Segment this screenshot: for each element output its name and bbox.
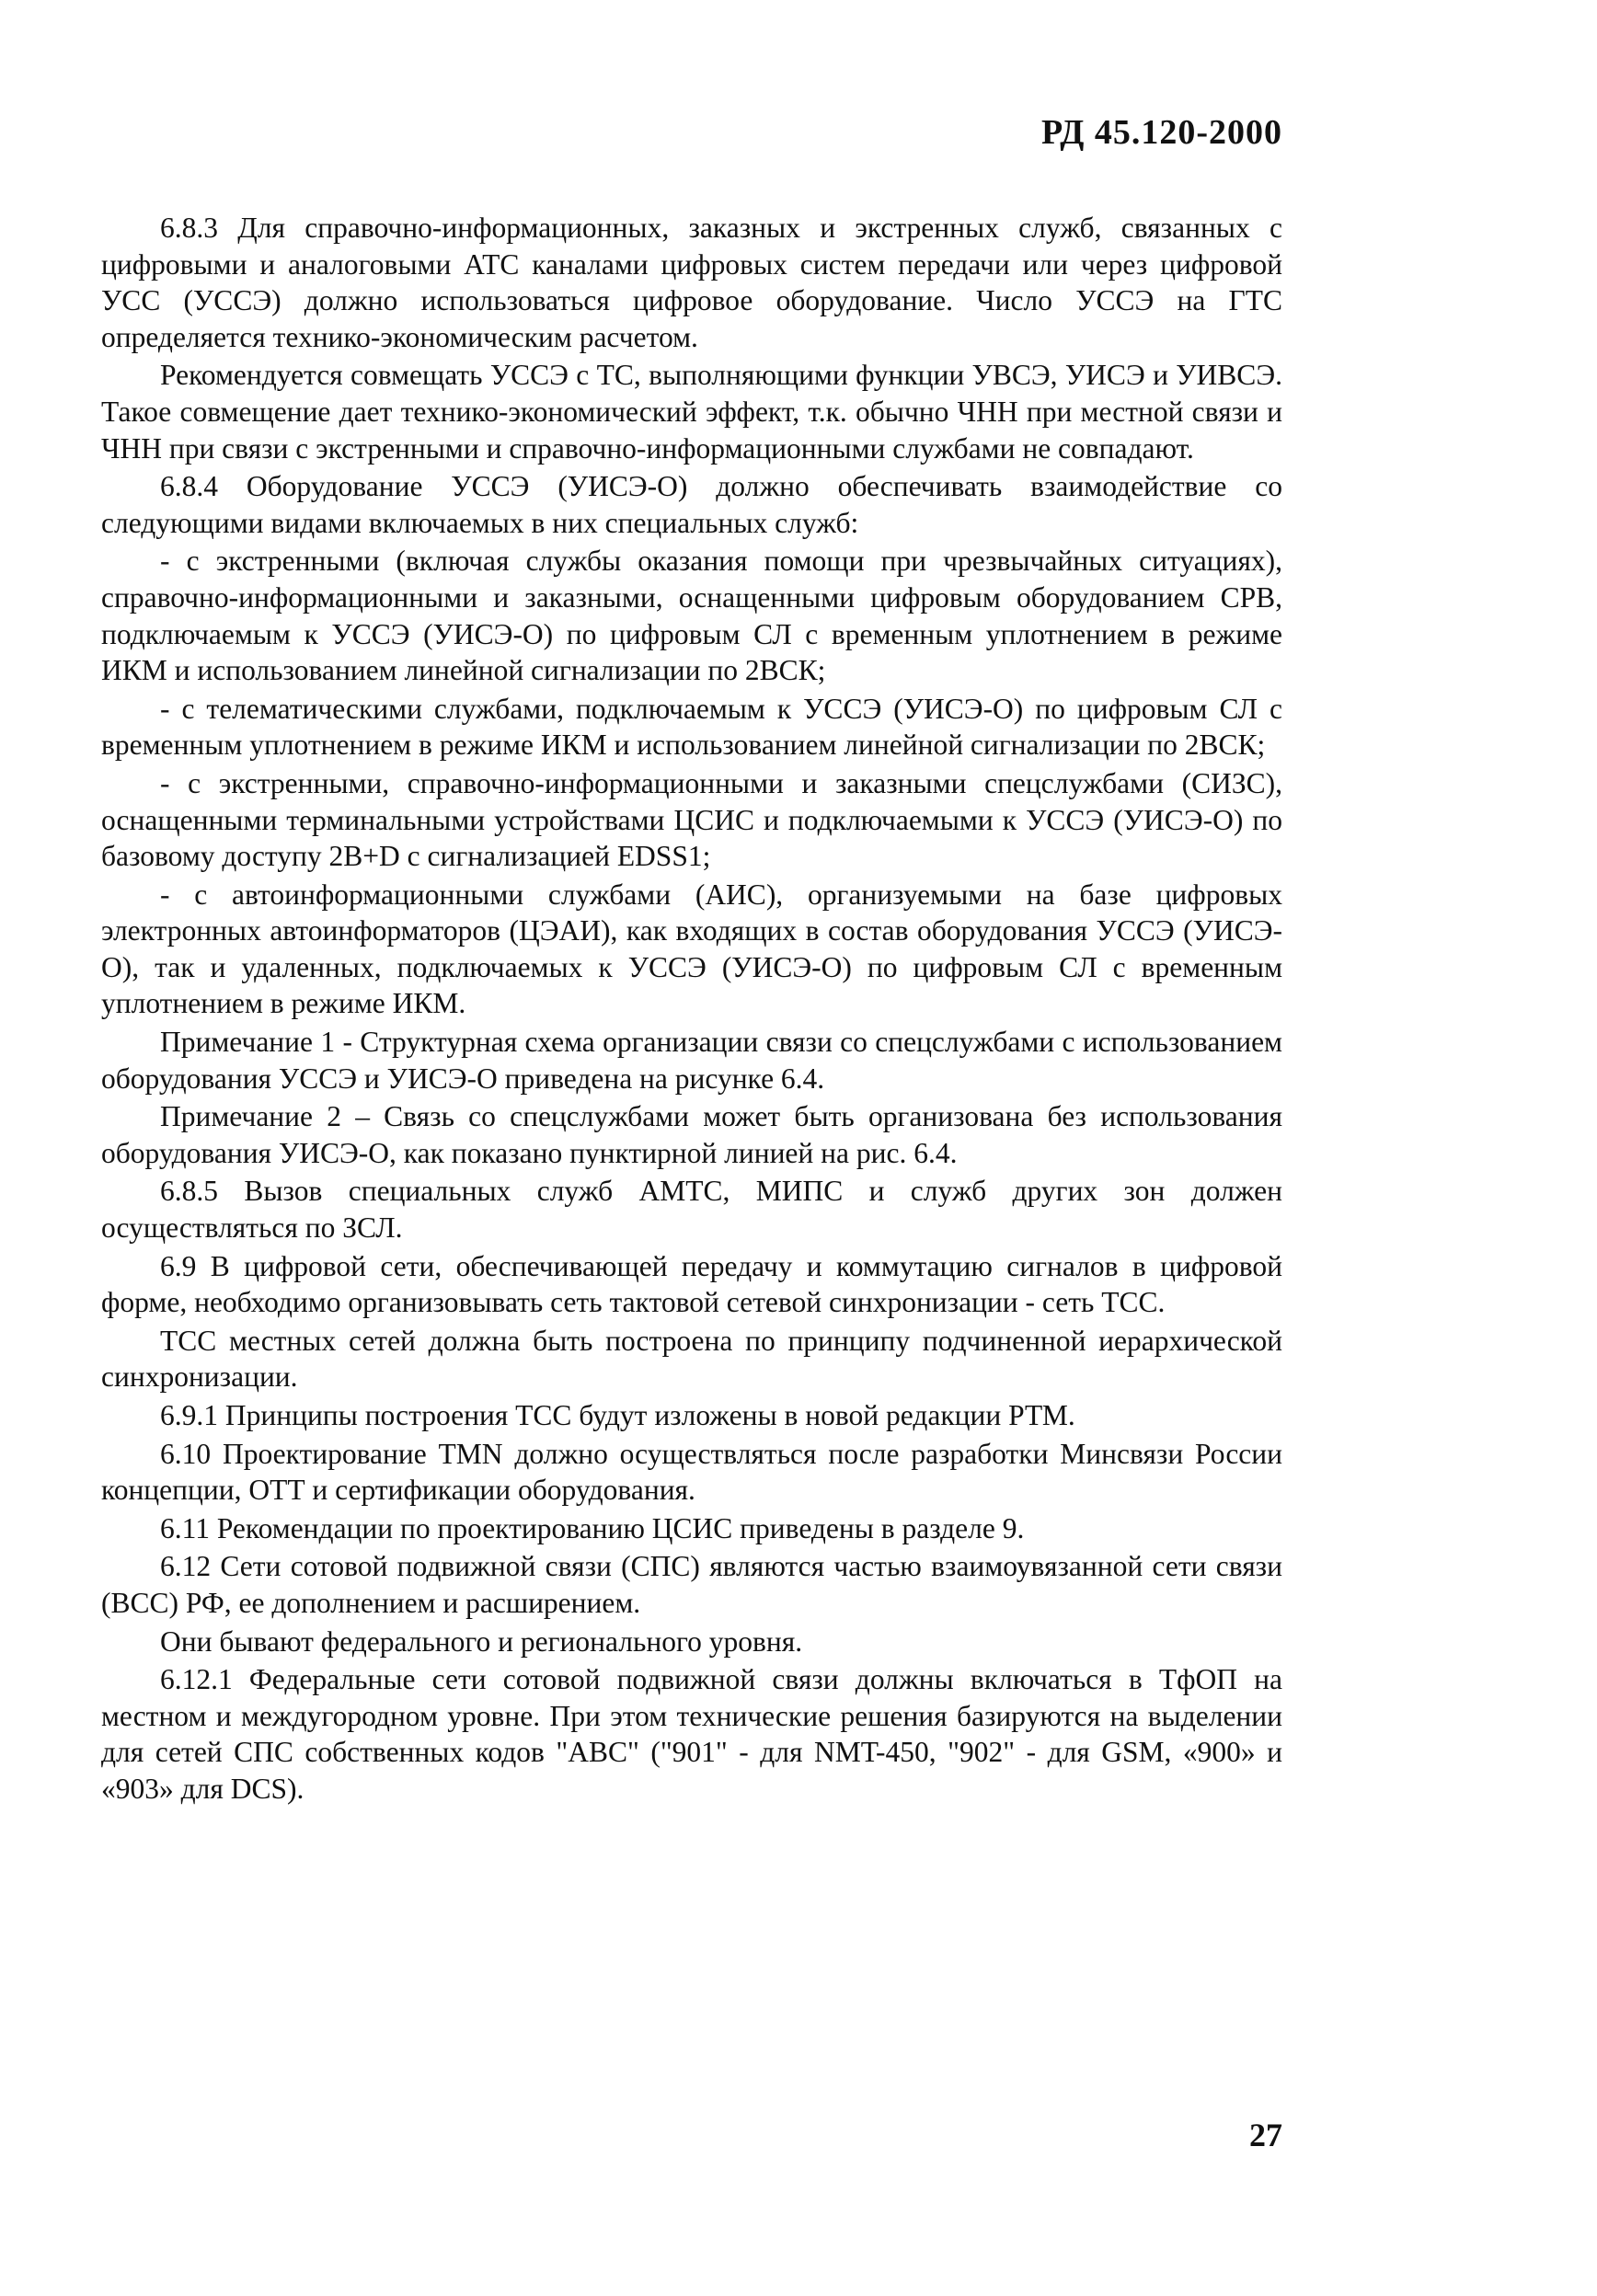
paragraph-6-8-3: 6.8.3 Для справочно-информационных, заказных и экстренных служб, связанных с цифровыми и аналоговыми АТС каналами цифровых систем передачи или через цифровой УСС (УССЭ) должно использоваться цифровое оборудование. Число УССЭ на ГТС определяется технико-экономическим расчетом.: [101, 212, 1282, 353]
document-code-header: РД 45.120-2000: [1041, 113, 1282, 152]
paragraph-6-8-4: 6.8.4 Оборудование УССЭ (УИСЭ-О) должно обеспечивать взаимодействие со следующими видами включаемых в них специальных служб:: [101, 470, 1282, 539]
paragraph-tss: ТСС местных сетей должна быть построена по принципу подчиненной иерархической синхронизации.: [101, 1324, 1282, 1394]
list-item-telematic-services: - с телематическими службами, подключаемым к УССЭ (УИСЭ-О) по цифровым СЛ с временным уплотнением в режиме ИКМ и использованием линейной сигнализации по 2ВСК;: [101, 692, 1282, 762]
body-text: [101, 210, 1282, 1809]
list-item-ais-services: - с автоинформационными службами (АИС), организуемыми на базе цифровых электронных автоинформаторов (ЦЭАИ), как входящих в состав оборудования УССЭ (УИСЭ-О), так и удаленных, подключаемых к УССЭ (УИСЭ-О) по цифровым СЛ с временным уплотнением в режиме ИКМ.: [101, 878, 1282, 1020]
note-2: Примечание 2 – Связь со спецслужбами может быть организована без использования оборудования УИСЭ-О, как показано пунктирной линией на рис. 6.4.: [101, 1100, 1282, 1169]
paragraph-levels: Они бывают федерального и регионального уровня.: [160, 1624, 803, 1658]
paragraph-6-9: 6.9 В цифровой сети, обеспечивающей передачу и коммутацию сигналов в цифровой форме, необходимо организовывать сеть тактовой сетевой синхронизации - сеть ТСС.: [101, 1249, 1282, 1319]
paragraph-6-11: 6.11 Рекомендации по проектированию ЦСИС приведены в разделе 9.: [160, 1511, 1025, 1544]
paragraph-recommendation: Рекомендуется совмещать УССЭ с ТС, выполняющими функции УВСЭ, УИСЭ и УИВСЭ. Такое совмещение дает технико-экономический эффект, т.к. обычно ЧНН при местной связи и ЧНН при связи с экстренными и справочно-информационными службами не совпадают.: [101, 359, 1282, 465]
paragraph-6-12-1: 6.12.1 Федеральные сети сотовой подвижной связи должны включаться в ТфОП на местном и междугородном уровне. При этом технические решения базируются на выделении для сетей СПС собственных кодов "АВС" ("901" - для NMT-450, "902" - для GSM, «900» и «903» для DCS).: [101, 1663, 1282, 1805]
paragraph-6-9-1: 6.9.1 Принципы построения ТСС будут изложены в новой редакции РТМ.: [160, 1399, 1075, 1431]
paragraph-6-12: 6.12 Сети сотовой подвижной связи (СПС) являются частью взаимоувязанной сети связи (ВСС) РФ, ее дополнением и расширением.: [101, 1550, 1282, 1619]
list-item-sizs-services: - с экстренными, справочно-информационными и заказными спецслужбами (СИЗС), оснащенными терминальными устройствами ЦСИС и подключаемыми к УССЭ (УИСЭ-О) по базовому доступу 2В+D с сигнализацией EDSS1;: [101, 766, 1282, 873]
paragraph-6-8-5: 6.8.5 Вызов специальных служб АМТС, МИПС и служб других зон должен осуществляться по ЗСЛ.: [101, 1175, 1282, 1245]
paragraph-6-10: 6.10 Проектирование TMN должно осуществляться после разработки Минсвязи России концепции, ОТТ и сертификации оборудования.: [101, 1437, 1282, 1507]
list-item-emergency-services: - с экстренными (включая службы оказания помощи при чрезвычайных ситуациях), справочно-информационными и заказными, оснащенными цифровым оборудованием СРВ, подключаемым к УССЭ (УИСЭ-О) по цифровым СЛ с временным уплотнением в режиме ИКМ и использованием линейной сигнализации по 2ВСК;: [101, 545, 1282, 687]
page-number: 27: [1249, 2117, 1282, 2153]
note-1: Примечание 1 - Структурная схема организации связи со спецслужбами с использованием оборудования УССЭ и УИСЭ-О приведена на рисунке 6.4.: [101, 1026, 1282, 1095]
